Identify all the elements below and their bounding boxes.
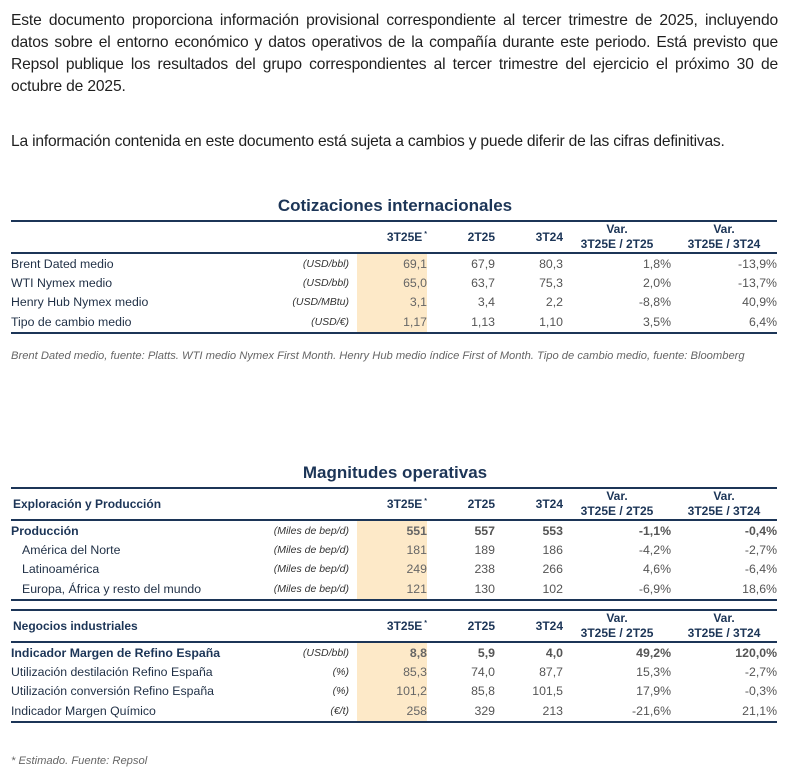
- cell-var-3t24: 18,6%: [671, 579, 777, 599]
- cell-var-2t25: -21,6%: [563, 701, 671, 721]
- operations-title: Magnitudes operativas: [302, 463, 488, 482]
- cell-3t25e: 181: [357, 540, 427, 559]
- row-unit: (%): [332, 666, 350, 679]
- cell-var-3t24: 6,4%: [671, 312, 777, 332]
- row-label: Henry Hub Nymex medio: [11, 295, 149, 310]
- upstream-header-row: [11, 488, 777, 520]
- col-header-q2: 2T25: [467, 618, 496, 633]
- cell-2t25: 63,7: [471, 276, 495, 291]
- cell-3t25e: 8,8: [357, 642, 427, 662]
- row-unit: (USD/MBtu): [292, 296, 349, 309]
- intro-text: [11, 10, 778, 98]
- estimate-footnote: * Estimado. Fuente: Repsol: [11, 755, 148, 767]
- cell-var-2t25: -4,2%: [638, 543, 671, 558]
- quotes-source-note: Brent Dated medio, fuente: Platts. WTI medio Nymex First Month. Henry Hub medio índice First of Month. Tipo de cambio medio, fuente: Bloomberg: [11, 350, 745, 362]
- table-row: [11, 253, 777, 273]
- cell-3t25e: 3,1: [357, 293, 427, 312]
- quotes-header-label: [11, 221, 349, 253]
- cell-3t24: 1,10: [495, 312, 563, 332]
- industrial-header-label: Negocios industriales: [13, 618, 138, 633]
- table-row: [11, 312, 777, 332]
- row-label: Indicador Margen Químico: [11, 701, 241, 721]
- row-label: Producción: [11, 523, 79, 538]
- spacer: [349, 520, 357, 540]
- spacer: [349, 540, 357, 559]
- col-header-var2: Var. 3T25E / 3T24: [687, 489, 761, 518]
- cell-3t25e: 249: [357, 560, 427, 579]
- cell-var-2t25: 2,0%: [642, 276, 671, 291]
- row-unit: (USD/bbl): [302, 257, 349, 270]
- cell-2t25: 329: [427, 701, 495, 721]
- row-label: Europa, África y resto del mundo: [11, 579, 241, 599]
- table-row: [11, 540, 777, 559]
- row-label: América del Norte: [22, 543, 121, 558]
- cell-var-2t25: -1,1%: [638, 523, 671, 538]
- cell-var-2t25: 1,8%: [642, 256, 671, 271]
- quotes-table: [11, 220, 777, 334]
- row-unit: (USD/bbl): [302, 646, 350, 659]
- cell-3t24: 553: [542, 523, 563, 538]
- cell-2t25: 1,13: [427, 312, 495, 332]
- col-header-est: 3T25E *: [386, 618, 428, 633]
- cell-3t25e: 101,2: [357, 682, 427, 701]
- cell-var-2t25: -8,8%: [638, 295, 671, 310]
- cell-2t25: 189: [474, 543, 495, 558]
- col-header-est: 3T25E *: [386, 496, 427, 511]
- cell-var-2t25: -6,9%: [563, 579, 671, 599]
- table-row: [11, 579, 777, 599]
- cell-3t25e: 65,0: [357, 273, 427, 292]
- cell-3t24: 101,5: [532, 684, 564, 699]
- cell-3t25e: 551: [357, 520, 427, 540]
- cell-2t25: 85,8: [471, 684, 496, 699]
- row-label: Brent Dated medio: [11, 256, 114, 271]
- row-label: Utilización conversión Refino España: [11, 684, 215, 699]
- cell-3t24: 87,7: [539, 665, 564, 680]
- cell-3t24: 102: [495, 579, 563, 599]
- row-unit: (%): [332, 685, 350, 698]
- cell-3t24: 186: [542, 543, 563, 558]
- col-header-q3prev: 3T24: [535, 618, 564, 633]
- spacer: [349, 682, 357, 701]
- spacer: [349, 579, 357, 599]
- col-header-q3prev: 3T24: [535, 229, 563, 244]
- table-row: [11, 273, 777, 292]
- disclaimer-text: La información contenida en este documento está sujeta a cambios y puede diferir de las cifras definitivas.: [11, 133, 725, 150]
- quotes-title: Cotizaciones internacionales: [277, 196, 513, 215]
- cell-3t24: 213: [495, 701, 563, 721]
- cell-3t25e: 85,3: [357, 662, 427, 681]
- row-label: Tipo de cambio medio: [11, 312, 241, 332]
- col-header-q2: 2T25: [467, 229, 495, 244]
- table-row: [11, 560, 777, 579]
- cell-var-2t25: 4,6%: [642, 562, 671, 577]
- row-unit: (USD/€): [241, 312, 349, 332]
- row-label: Latinoamérica: [22, 562, 100, 577]
- spacer: [349, 293, 357, 312]
- industrial-table: [11, 609, 777, 723]
- quotes-header-row: [11, 221, 777, 253]
- col-header-var1: Var. 3T25E / 2T25: [580, 611, 654, 640]
- cell-3t25e: 1,17: [357, 312, 427, 332]
- row-unit: (Miles de bep/d): [273, 563, 349, 576]
- cell-var-2t25: 15,3%: [636, 665, 672, 680]
- table-row: [11, 293, 777, 312]
- col-header-var2: Var. 3T25E / 3T24: [687, 611, 761, 640]
- cell-var-3t24: -0,4%: [744, 523, 777, 538]
- row-label: Utilización destilación Refino España: [11, 665, 213, 680]
- cell-2t25: 130: [427, 579, 495, 599]
- row-label: WTI Nymex medio: [11, 276, 113, 291]
- cell-3t25e: 69,1: [357, 253, 427, 273]
- cell-3t24: 266: [542, 562, 563, 577]
- row-unit: (Miles de bep/d): [241, 579, 349, 599]
- cell-3t24: 2,2: [545, 295, 563, 310]
- upstream-table: [11, 487, 777, 601]
- col-header-var2: Var. 3T25E / 3T24: [687, 222, 761, 251]
- cell-var-3t24: 120,0%: [735, 645, 778, 660]
- row-unit: (€/t): [241, 701, 349, 721]
- cell-var-3t24: -13,7%: [738, 276, 777, 291]
- spacer: [349, 253, 357, 273]
- spacer: [349, 312, 357, 332]
- cell-var-3t24: -2,7%: [744, 543, 777, 558]
- spacer: [349, 642, 357, 662]
- industrial-header-row: [11, 610, 777, 642]
- row-unit: (Miles de bep/d): [273, 544, 349, 557]
- row-unit: (USD/bbl): [302, 277, 349, 290]
- intro-paragraph: Este documento proporciona información provisional correspondiente al tercer trimestre de 2025, incluyendo datos sobre el entorno económico y datos operativos de la compañía durante este periodo. Está previsto que Repsol publique los resultados del grupo correspondientes al tercer trimestre del ejercicio el próximo 30 de octubre de 2025.: [11, 12, 778, 95]
- col-header-q3prev: 3T24: [535, 496, 563, 511]
- cell-3t24: 75,3: [539, 276, 563, 291]
- col-header-var1: Var. 3T25E / 2T25: [580, 489, 654, 518]
- cell-var-3t24: -13,9%: [738, 256, 777, 271]
- table-row: [11, 701, 777, 721]
- col-header-var1: Var. 3T25E / 2T25: [580, 222, 654, 251]
- cell-var-3t24: -2,7%: [744, 665, 778, 680]
- cell-2t25: 5,9: [477, 645, 496, 660]
- spacer: [349, 662, 357, 681]
- cell-2t25: 74,0: [471, 665, 496, 680]
- row-unit: (Miles de bep/d): [273, 524, 349, 537]
- table-row: [11, 520, 777, 540]
- spacer: [349, 273, 357, 292]
- cell-3t24: 80,3: [539, 256, 563, 271]
- cell-2t25: 238: [474, 562, 495, 577]
- table-row: [11, 662, 777, 681]
- upstream-header-label: Exploración y Producción: [13, 496, 162, 511]
- cell-2t25: 67,9: [471, 256, 495, 271]
- cell-var-3t24: -6,4%: [744, 562, 777, 577]
- cell-var-3t24: -0,3%: [744, 684, 778, 699]
- cell-var-2t25: 17,9%: [636, 684, 672, 699]
- col-header-q2: 2T25: [467, 496, 495, 511]
- col-header-est: 3T25E *: [386, 229, 427, 244]
- cell-2t25: 557: [474, 523, 495, 538]
- spacer: [349, 701, 357, 721]
- cell-var-2t25: 3,5%: [563, 312, 671, 332]
- cell-var-2t25: 49,2%: [636, 645, 672, 660]
- cell-var-3t24: 21,1%: [671, 701, 777, 721]
- cell-2t25: 3,4: [477, 295, 495, 310]
- cell-var-3t24: 40,9%: [742, 295, 777, 310]
- cell-3t25e: 258: [357, 701, 427, 721]
- table-row: [11, 642, 777, 662]
- table-row: [11, 682, 777, 701]
- row-label: Indicador Margen de Refino España: [11, 645, 221, 660]
- cell-3t25e: 121: [357, 579, 427, 599]
- spacer: [349, 560, 357, 579]
- cell-3t24: 4,0: [545, 645, 564, 660]
